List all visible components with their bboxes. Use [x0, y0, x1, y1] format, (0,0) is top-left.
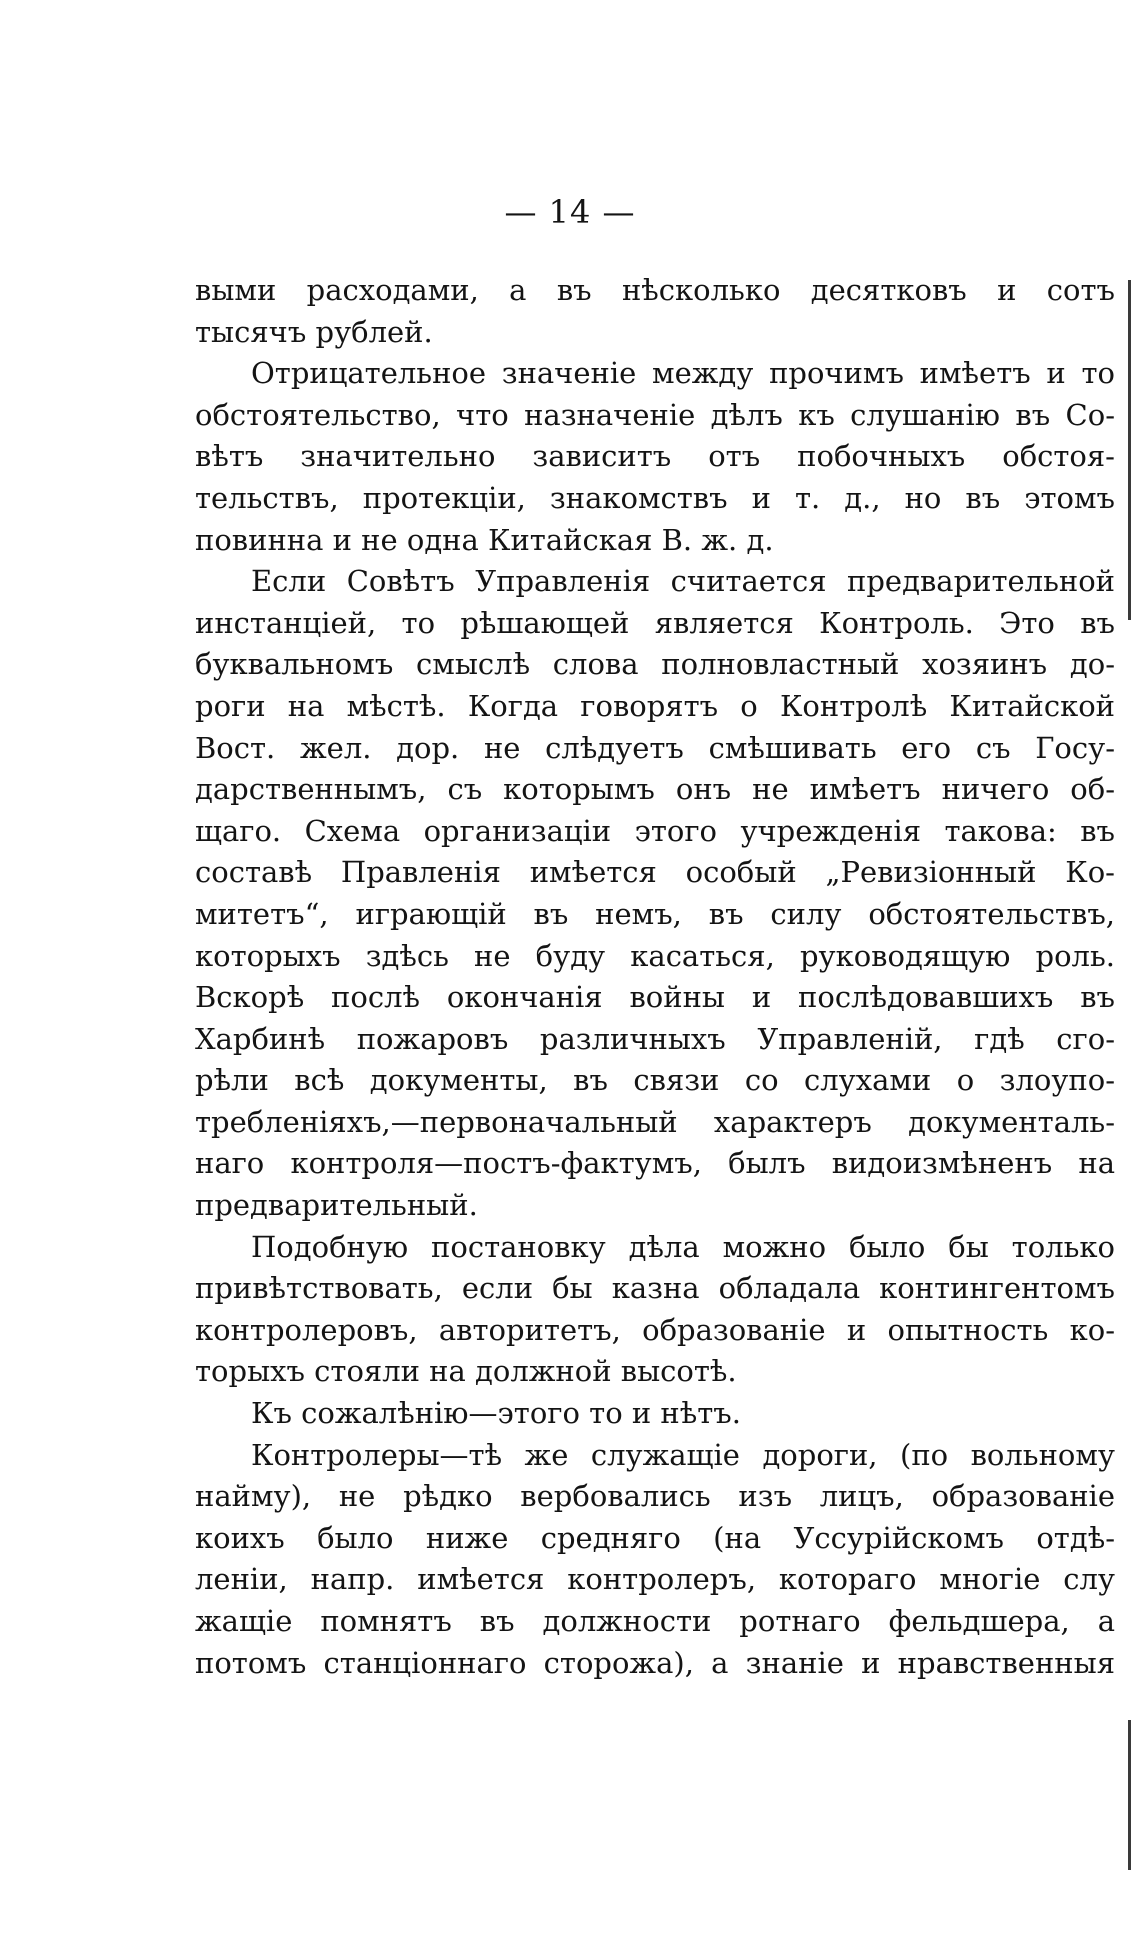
text-line: Къ сожалѣнію—этого то и нѣтъ. [251, 1396, 741, 1431]
binding-edge-mark [1128, 1720, 1131, 1870]
text-line: буквальномъ смыслѣ слова полновластный хозяинъ до- [195, 647, 1115, 682]
text-line: вѣтъ значительно зависитъ отъ побочныхъ обстоя- [195, 439, 1115, 474]
text-line: роги на мѣстѣ. Когда говорятъ о Контролѣ Китайской [195, 688, 1115, 723]
text-line: Контролеры—тѣ же служащіе дороги, (по вольному [251, 1437, 1115, 1472]
text-line: обстоятельство, что назначеніе дѣлъ къ слушанію въ Со- [195, 397, 1115, 432]
text-line: предварительный. [195, 1188, 478, 1223]
page-number: — 14 — [504, 193, 636, 231]
text-line: Если Совѣтъ Управленія считается предварительной [251, 564, 1115, 599]
text-line: Вост. жел. дор. не слѣдуетъ смѣшивать его съ Госу- [195, 730, 1115, 765]
text-line: тысячъ рублей. [195, 314, 433, 349]
text-line: Отрицательное значеніе между прочимъ имѣетъ и то [251, 356, 1115, 391]
text-line: которыхъ здѣсь не буду касаться, руководящую роль. [195, 938, 1115, 973]
text-line: Подобную постановку дѣла можно было бы только [251, 1229, 1115, 1264]
text-line: жащіе помнятъ въ должности ротнаго фельдшера, а [195, 1604, 1115, 1638]
text-line: выми расходами, а въ нѣсколько десятковъ и сотъ [195, 273, 1115, 307]
text-line: повинна и не одна Китайская В. ж. д. [195, 522, 774, 557]
text-line: торыхъ стояли на должной высотѣ. [195, 1354, 737, 1389]
text-line: инстанціей, то рѣшающей является Контроль. Это въ [195, 605, 1115, 640]
text-line: Харбинѣ пожаровъ различныхъ Управленій, гдѣ сго- [195, 1021, 1115, 1056]
text-line: леніи, напр. имѣется контролеръ, котораго многіе слу [195, 1562, 1115, 1597]
text-line: Вскорѣ послѣ окончанія войны и послѣдовавшихъ въ [195, 980, 1115, 1015]
text-line: требленіяхъ,—первоначальный характеръ документаль- [195, 1104, 1115, 1139]
text-line: потомъ станціоннаго сторожа), а знаніе и нравственныя [195, 1645, 1115, 1680]
text-line: митетъ“, играющій въ немъ, въ силу обстоятельствъ, [195, 896, 1115, 931]
text-line: составѣ Правленія имѣется особый „Ревизіонный Ко- [195, 855, 1115, 890]
text-line: контролеровъ, авторитетъ, образованіе и опытность ко- [195, 1312, 1115, 1347]
text-line: найму), не рѣдко вербовались изъ лицъ, образованіе [195, 1479, 1115, 1514]
text-line: дарственнымъ, съ которымъ онъ не имѣетъ ничего об- [195, 772, 1115, 807]
binding-edge-mark [1128, 280, 1131, 620]
text-line: коихъ было ниже средняго (на Уссурійскомъ отдѣ- [195, 1520, 1115, 1555]
text-line: рѣли всѣ документы, въ связи со слухами о злоупо- [195, 1063, 1115, 1098]
text-line: привѣтствовать, если бы казна обладала контингентомъ [195, 1271, 1115, 1306]
text-line: наго контроля—постъ-фактумъ, былъ видоизмѣненъ на [195, 1146, 1115, 1181]
body-text [195, 270, 1115, 1684]
text-line: щаго. Схема организаціи этого учрежденія такова: въ [195, 813, 1115, 848]
text-line: тельствъ, протекціи, знакомствъ и т. д., но въ этомъ [195, 480, 1115, 515]
